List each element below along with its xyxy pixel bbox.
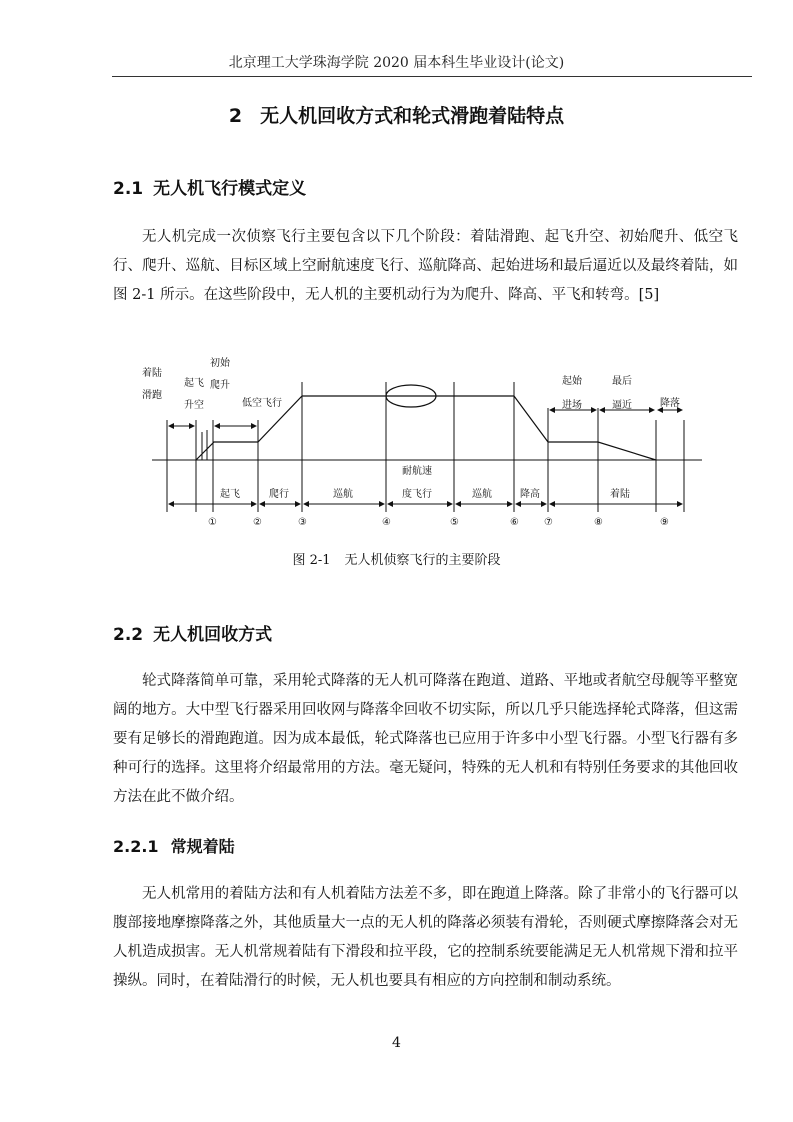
station-marker: ③: [298, 517, 307, 528]
section-title: 无人机回收方式: [153, 625, 273, 645]
section-number: 2.1: [113, 179, 144, 199]
label-takeoff: 升空: [184, 400, 204, 411]
figure-caption-text: 无人机侦察飞行的主要阶段: [344, 553, 501, 568]
label-initial-climb: 初始: [210, 358, 230, 369]
header-rule: [112, 76, 752, 77]
label-low-altitude: 低空飞行: [242, 398, 282, 409]
station-marker: ⑥: [510, 517, 519, 528]
label-approach-start: 进场: [562, 400, 582, 411]
section-number: 2.2: [113, 625, 144, 645]
figure-caption-number: 图 2-1: [292, 553, 331, 568]
label-landing-roll: 滑跑: [142, 390, 162, 401]
label-phase-climb: 爬行: [269, 489, 289, 500]
label-phase-cruise-return: 巡航: [472, 489, 492, 500]
section-heading-2-2: [113, 620, 272, 645]
subsection-number: 2.2.1: [113, 837, 159, 856]
chapter-title: [0, 101, 793, 128]
label-descent: 降落: [660, 398, 680, 409]
label-phase-takeoff: 起飞: [220, 489, 240, 500]
paragraph-recovery-methods: 轮式降落简单可靠，采用轮式降落的无人机可降落在跑道、道路、平地或者航空母舰等平整宽阔的地方。大中型飞行器采用回收网与降落伞回收不切实际，所以几乎只能选择轮式降落，但这需要有足够长的滑跑跑道。因为成本最低，轮式降落也已应用于许多中小型飞行器。小型飞行器有多种可行的选择。这里将介绍最常用的方法。毫无疑问，特殊的无人机和有特别任务要求的其他回收方法在此不做介绍。: [113, 673, 738, 805]
subsection-title: 常规着陆: [170, 837, 235, 856]
label-takeoff: 起飞: [184, 378, 204, 389]
station-marker: ⑧: [594, 517, 603, 528]
station-marker: ①: [208, 517, 217, 528]
station-marker: ②: [253, 517, 262, 528]
figure-flight-phases: [110, 352, 710, 532]
label-initial-climb: 爬升: [210, 380, 230, 391]
page-number: 4: [392, 1035, 401, 1051]
chapter-number: 2: [228, 105, 243, 127]
label-phase-endurance: 度飞行: [402, 489, 432, 500]
chapter-title-text: 无人机回收方式和轮式滑跑着陆特点: [260, 105, 565, 127]
station-marker: ⑦: [544, 517, 553, 528]
label-final-approach: 逼近: [612, 400, 632, 411]
label-phase-landing: 着陆: [610, 489, 630, 500]
figure-caption: [0, 549, 793, 568]
flight-phase-diagram: [110, 352, 710, 532]
paragraph-flight-phases: 无人机完成一次侦察飞行主要包含以下几个阶段：着陆滑跑、起飞升空、初始爬升、低空飞行、爬升、巡航、目标区域上空耐航速度飞行、巡航降高、起始进场和最后逼近以及最终着陆，如图 2-1 所示。在这些阶段中，无人机的主要机动行为为爬升、降高、平飞和转弯。[5]: [113, 229, 738, 303]
station-marker: ⑤: [450, 517, 459, 528]
label-phase-cruise: 巡航: [333, 489, 353, 500]
label-final-approach: 最后: [612, 376, 632, 387]
label-phase-endurance: 耐航速: [402, 466, 432, 477]
section-heading-2-1: [113, 174, 306, 199]
label-phase-descend: 降高: [520, 489, 540, 500]
page-header: 北京理工大学珠海学院 2020 届本科生毕业设计(论文): [228, 55, 565, 71]
station-marker: ④: [382, 517, 391, 528]
station-marker: ⑨: [660, 517, 669, 528]
label-approach-start: 起始: [562, 376, 582, 387]
label-landing-roll: 着陆: [142, 368, 162, 379]
subsection-heading-2-2-1: [113, 834, 235, 857]
section-title: 无人机飞行模式定义: [153, 179, 307, 199]
paragraph-conventional-landing: 无人机常用的着陆方法和有人机着陆方法差不多，即在跑道上降落。除了非常小的飞行器可以腹部接地摩擦降落之外，其他质量大一点的无人机的降落必须装有滑轮，否则硬式摩擦降落会对无人机造成损害。无人机常规着陆有下滑段和拉平段，它的控制系统要能满足无人机常规下滑和拉平操纵。同时，在着陆滑行的时候，无人机也要具有相应的方向控制和制动系统。: [113, 886, 738, 989]
